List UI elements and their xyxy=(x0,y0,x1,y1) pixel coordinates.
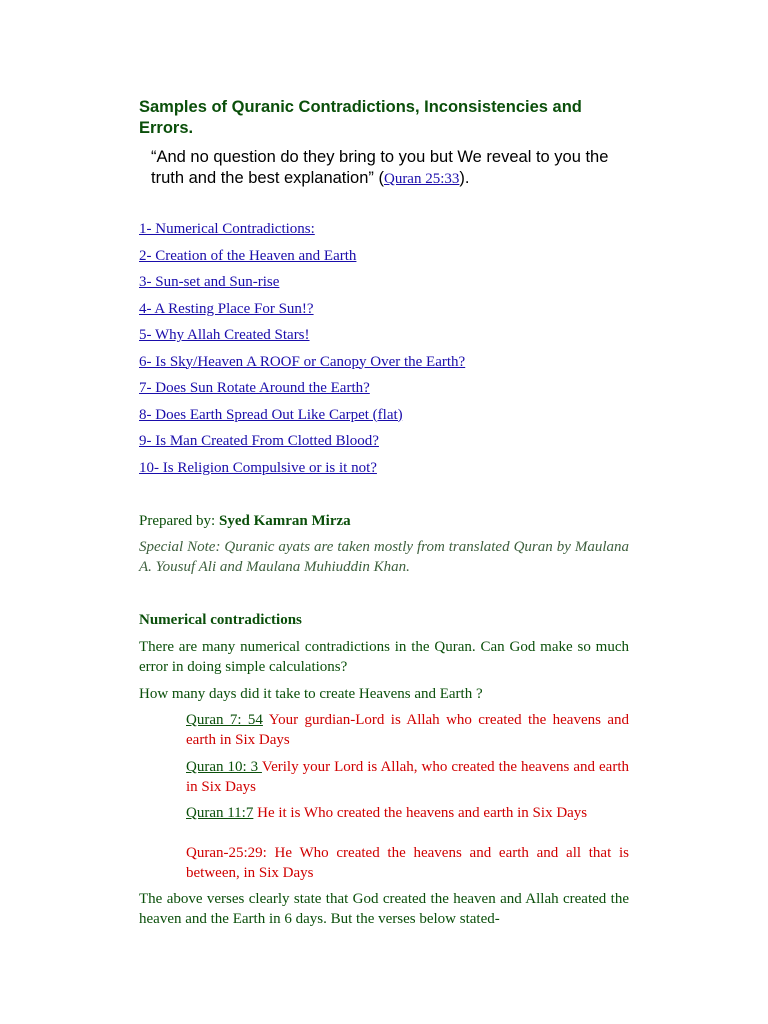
question-paragraph: How many days did it take to create Heavens and Earth ? xyxy=(139,686,483,702)
verse-text: Verily your Lord is Allah, who created the heavens and earth in Six Days xyxy=(186,759,629,795)
toc-link-9[interactable]: 9- Is Man Created From Clotted Blood? xyxy=(139,433,379,449)
verse-text: Quran-25:29: He Who created the heavens and earth and all that is between, in Six Days xyxy=(186,845,629,881)
author-line xyxy=(139,511,351,531)
verse-reference: Quran 11:7 xyxy=(186,805,254,821)
verse-text: Your gurdian-Lord is Allah who created the heavens and earth in Six Days xyxy=(186,712,629,748)
author-name: Syed Kamran Mirza xyxy=(218,513,351,529)
toc-item xyxy=(139,458,465,485)
opening-quote xyxy=(151,147,631,190)
quote-reference-link[interactable]: Quran 25:33 xyxy=(383,171,460,187)
toc-item xyxy=(139,352,465,379)
toc-link-4[interactable]: 4- A Resting Place For Sun!? xyxy=(139,300,314,317)
toc-link-5[interactable]: 5- Why Allah Created Stars! xyxy=(139,327,310,343)
toc-link-2[interactable]: 2- Creation of the Heaven and Earth xyxy=(139,247,357,264)
toc-item xyxy=(139,378,465,405)
verse-reference: Quran 7: 54 xyxy=(186,712,263,728)
table-of-contents xyxy=(139,219,465,484)
verse-quote xyxy=(186,757,629,797)
special-note: Special Note: Quranic ayats are taken mostly from translated Quran by Maulana A. Yousuf Ali and Maulana Muhiuddin Khan. xyxy=(139,539,629,575)
closing-paragraph: The above verses clearly state that God created the heaven and Allah created the heaven and the Earth in 6 days. But the verses below stated- xyxy=(139,891,629,927)
toc-item xyxy=(139,299,465,326)
toc-item xyxy=(139,272,465,299)
document-title: Samples of Quranic Contradictions, Inconsistencies and Errors. xyxy=(139,98,582,137)
verse-quote xyxy=(186,710,629,750)
verse-text: He it is Who created the heavens and earth in Six Days xyxy=(253,805,588,821)
toc-item xyxy=(139,431,465,458)
verse-quote xyxy=(186,803,629,823)
intro-paragraph: There are many numerical contradictions in the Quran. Can God make so much error in doing simple calculations? xyxy=(139,639,629,675)
verse-quote xyxy=(186,843,629,883)
prepared-label: Prepared by: xyxy=(139,513,219,529)
toc-item xyxy=(139,219,465,246)
quote-text: “And no question do they bring to you but We reveal to you the truth and the best explanation” ( xyxy=(151,148,609,187)
toc-item xyxy=(139,405,465,432)
toc-link-7[interactable]: 7- Does Sun Rotate Around the Earth? xyxy=(139,380,370,396)
toc-item xyxy=(139,325,465,352)
toc-link-6[interactable]: 6- Is Sky/Heaven A ROOF or Canopy Over the Earth? xyxy=(139,353,466,370)
toc-item xyxy=(139,246,465,273)
toc-link-3[interactable]: 3- Sun-set and Sun-rise xyxy=(139,274,280,290)
toc-link-1[interactable]: 1- Numerical Contradictions: xyxy=(139,221,315,237)
verse-reference: Quran 10: 3 xyxy=(186,759,262,775)
toc-link-10[interactable]: 10- Is Religion Compulsive or is it not? xyxy=(139,459,377,476)
toc-link-8[interactable]: 8- Does Earth Spread Out Like Carpet (flat) xyxy=(139,406,403,423)
section-heading: Numerical contradictions xyxy=(139,612,302,628)
quote-end: ). xyxy=(459,169,470,187)
